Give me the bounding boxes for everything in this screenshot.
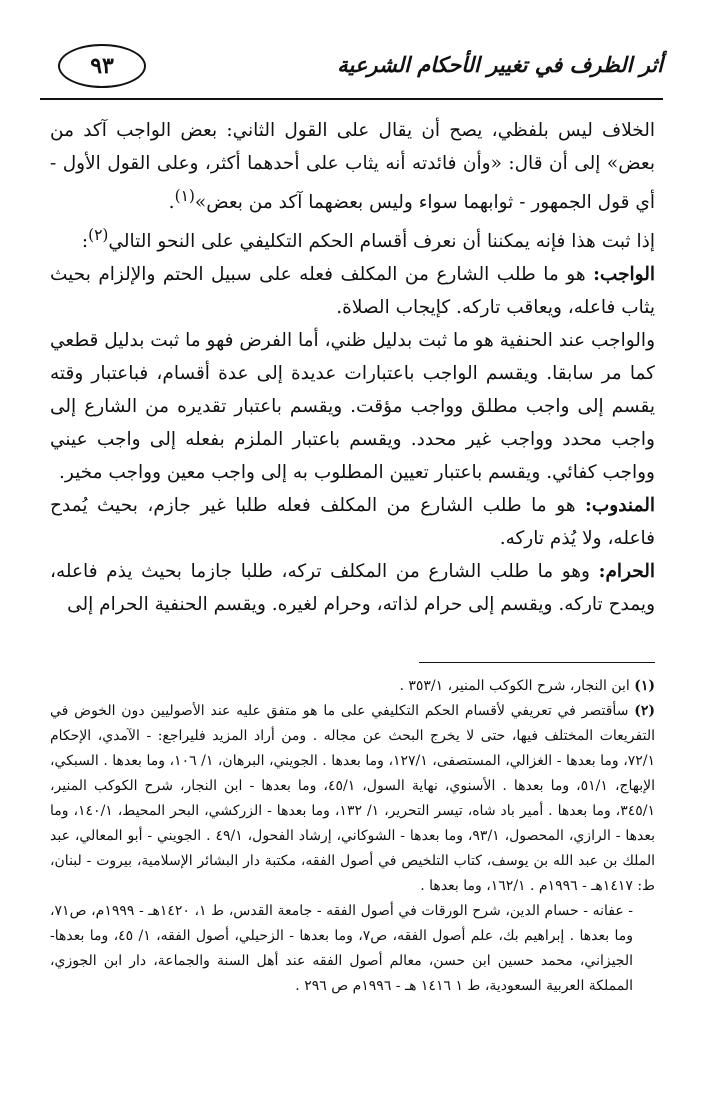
paragraph-text: إذا ثبت هذا فإنه يمكننا أن نعرف أقسام الحكم التكليفي على النحو التالي <box>108 231 655 253</box>
footnote-1-text: ابن النجار، شرح الكوكب المنير، ٣٥٣/١ . <box>399 678 630 694</box>
definition-haram: وهو ما طلب الشارع من المكلف تركه، طلبا جازما بحيث يذم فاعله، ويمدح تاركه. ويقسم إلى حرام لذاته، وحرام لغيره. ويقسم الحنفية الحرام إلى <box>50 561 655 616</box>
footnote-1 <box>50 674 655 699</box>
definition-mandub: هو ما طلب الشارع من المكلف فعله طلبا غير جازم، بحيث يُمدح فاعله، ولا يُذم تاركه. <box>50 495 655 550</box>
footnote-2-continuation: - عفانه - حسام الدين، شرح الورقات في أصول الفقه - جامعة القدس، ط ١، ١٤٢٠هـ - ١٩٩٩م، ص٧١، وما بعدها . إبراهيم بك، علم أصول الفقه، ص٧، وما بعدها - الزحيلي، أصول الفقه، ١/ ٤٥، وما بعدها- الجيزاني، محمد حسين ابن حسن، معالم أصول الفقه عند أهل السنة والجماعة، دار ابن الجوزي، المملكة العربية السعودية، ط ١ ١٤١٦ هـ - ١٩٩٦م ص ٢٩٦ . <box>50 903 634 994</box>
footnote-divider <box>419 662 655 663</box>
definition-wajib: هو ما طلب الشارع من المكلف فعله على سبيل الحتم والإلزام بحيث يثاب فاعله، ويعاقب تاركه. كإيجاب الصلاة. <box>50 264 655 319</box>
footnote-ref-2: (٢) <box>88 226 109 245</box>
term-mandub: المندوب: <box>585 495 655 517</box>
footnotes <box>50 674 655 999</box>
footnote-2-number: (٢) <box>634 703 655 719</box>
paragraph-mandub <box>50 489 655 555</box>
main-text <box>50 114 655 621</box>
paragraph-wajib <box>50 258 655 324</box>
paragraph-text: الخلاف ليس بلفظي، يصح أن يقال على القول الثاني: بعض الواجب آكد من بعض» إلى أن قال: «وأن فائدته أنه يثاب على أحدهما أكثر، وعلى القول الأول - أي قول الجمهور - ثوابهما سواء وليس بعضهما آكد من بعض» <box>50 120 655 214</box>
page-number: ٩٣ <box>90 53 114 79</box>
term-wajib: الواجب: <box>593 264 655 286</box>
footnote-2 <box>50 699 655 899</box>
punctuation: . <box>168 192 175 214</box>
paragraph-text: والواجب عند الحنفية هو ما ثبت بدليل ظني، أما الفرض فهو ما ثبت بدليل قطعي كما مر سابقا. ويقسم الواجب باعتبارات عديدة إلى عدة أقسام، فباعتبار وقته يقسم إلى واجب مطلق وواجب مؤقت. ويقسم باعتبار تقديره من الشارع إلى واجب محدد وواجب غير محدد. ويقسم باعتبار الملزم بفعله إلى واجب عيني وواجب كفائي. ويقسم باعتبار تعيين المطلوب به إلى واجب معين وواجب مخير. <box>50 330 655 484</box>
running-title: أثر الظرف في تغيير الأحكام الشرعية <box>337 52 663 77</box>
punctuation: : <box>81 231 89 253</box>
term-haram: الحرام: <box>598 561 655 583</box>
footnote-ref-1: (١) <box>174 187 195 205</box>
paragraph-wajib-divisions <box>50 324 655 489</box>
paragraph-intro <box>50 219 655 258</box>
page-number-oval <box>58 44 146 88</box>
footnote-2-text: سأقتصر في تعريفي لأقسام الحكم التكليفي على ما هو متفق عليه عند الأصوليين دون الخوض في التفريعات المختلف فيها، حتى لا يخرج البحث عن مجاله . ومن أراد المزيد فليراجع: - الآمدي، الإحكام ٧٢/١، وما بعدها - الغزالي، المستصفى، ١٢٧/١، وما بعدها . الجويني، البرهان، ١/ ١٠٦، وما بعدها . السبكي، الإبهاج، ٥١/١، وما بعدها . الأسنوي، نهاية السول، ٤٥/١، وما بعدها - ابن النجار، شرح الكوكب المنير، ٣٤٥/١، وما بعدها . أمير باد شاه، تيسر التحرير، ١/ ١٣٢، وما بعدها - الزركشي، البحر المحيط، ١٤٠/١، وما بعدها - الرازي، المحصول، ٩٣/١، وما بعدها - الشوكاني، إرشاد الفحول، ٤٩/١ . الجويني - أبو المعالي، عبد الملك بن عبد الله بن يوسف، كتاب التلخيص في أصول الفقه، مكتبة دار البشائر الإسلامية، بيروت - لبنان، ط: ١٤١٧هـ - ١٩٩٦م . ١٦٢/١، وما بعدها . <box>50 703 656 894</box>
page-header <box>40 44 663 100</box>
header-divider <box>40 98 663 100</box>
footnote-1-number: (١) <box>634 678 655 694</box>
paragraph-continuation <box>50 114 655 219</box>
paragraph-haram <box>50 555 655 621</box>
